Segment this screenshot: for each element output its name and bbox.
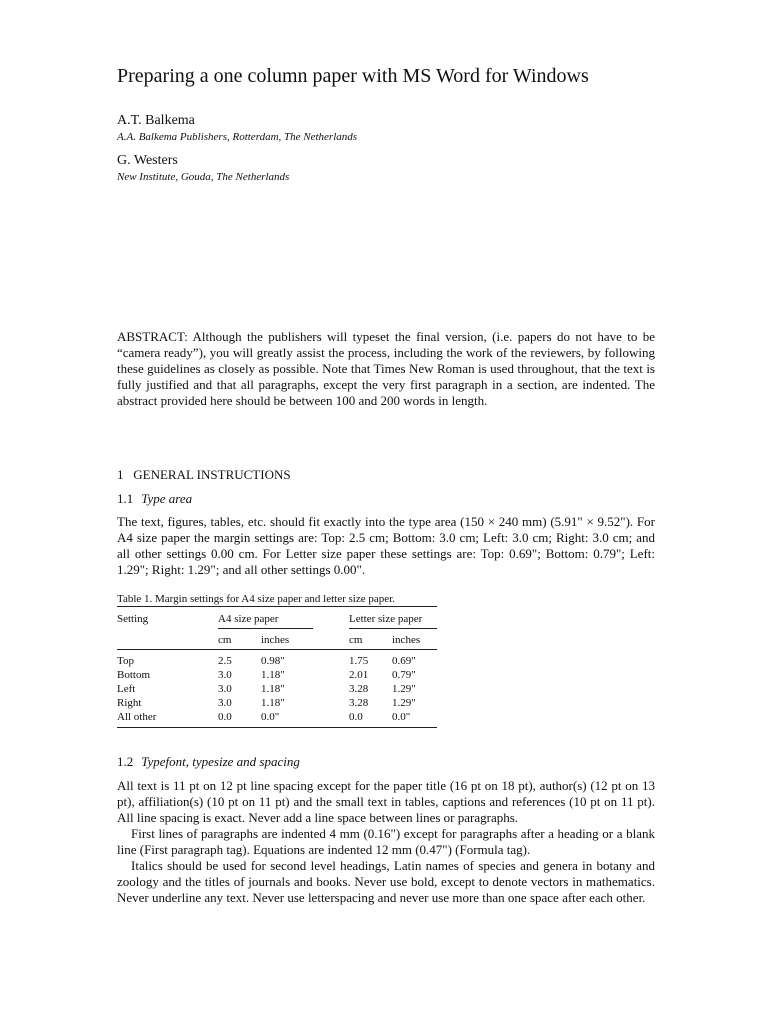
subsection-number: 1.1 bbox=[117, 491, 134, 506]
header-letter: Letter size paper bbox=[349, 613, 423, 625]
table-top-rule bbox=[117, 606, 437, 607]
table-caption: Table 1. Margin settings for A4 size paper and letter size paper. bbox=[117, 593, 395, 605]
letter-group-rule bbox=[349, 628, 437, 629]
table-cell: Bottom bbox=[117, 669, 151, 681]
table-cell: 0.0 bbox=[218, 711, 232, 723]
table-bottom-rule bbox=[117, 727, 437, 728]
section-heading bbox=[117, 467, 291, 483]
table-mid-rule bbox=[117, 649, 437, 650]
subsection-number: 1.2 bbox=[117, 754, 134, 769]
table-cell: 1.18" bbox=[261, 683, 285, 695]
table-cell: Right bbox=[117, 697, 142, 709]
author-affiliation-1: A.A. Balkema Publishers, Rotterdam, The Netherlands bbox=[117, 131, 358, 143]
table-cell: 1.18" bbox=[261, 697, 285, 709]
header-a4: A4 size paper bbox=[218, 613, 279, 625]
table-cell: 1.18" bbox=[261, 669, 285, 681]
table-cell: 0.69" bbox=[392, 655, 416, 667]
subheader-letter-inches: inches bbox=[392, 634, 421, 646]
table-cell: 0.98" bbox=[261, 655, 285, 667]
table-cell: 1.29" bbox=[392, 683, 416, 695]
table-cell: 2.5 bbox=[218, 655, 232, 667]
subheader-a4-inches: inches bbox=[261, 634, 290, 646]
type-area-paragraph bbox=[117, 514, 655, 578]
table-cell: 3.28 bbox=[349, 683, 369, 695]
paragraph: All text is 11 pt on 12 pt line spacing except for the paper title (16 pt on 18 pt), author(s) (12 pt on 13 pt), affiliation(s) (10 pt on 11 pt) and the small text in tables, captions and references (10 pt on 11 pt). All line spacing is exact. Never add a line space between lines or paragraphs. bbox=[117, 778, 655, 825]
author-affiliation-2: New Institute, Gouda, The Netherlands bbox=[117, 171, 290, 183]
subheader-a4-cm: cm bbox=[218, 634, 232, 646]
table-cell: 1.75 bbox=[349, 655, 369, 667]
typefont-paragraphs bbox=[117, 778, 655, 906]
subheader-letter-cm: cm bbox=[349, 634, 363, 646]
header-setting: Setting bbox=[117, 613, 149, 625]
table-cell: 3.28 bbox=[349, 697, 369, 709]
table-cell: 3.0 bbox=[218, 683, 232, 695]
table-cell: 0.0" bbox=[261, 711, 280, 723]
subsection-title: Typefont, typesize and spacing bbox=[141, 754, 300, 769]
table-cell: 3.0 bbox=[218, 669, 232, 681]
author-name-1: A.T. Balkema bbox=[117, 113, 195, 128]
subsection-heading-1-2 bbox=[117, 754, 300, 770]
table-cell: All other bbox=[117, 711, 157, 723]
table-cell: 0.0 bbox=[349, 711, 363, 723]
author-name-2: G. Westers bbox=[117, 153, 178, 168]
table-cell: 0.0" bbox=[392, 711, 411, 723]
table-cell: 1.29" bbox=[392, 697, 416, 709]
a4-group-rule bbox=[218, 628, 313, 629]
section-number: 1 bbox=[117, 467, 124, 482]
paragraph: First lines of paragraphs are indented 4 mm (0.16") except for paragraphs after a heading or a blank line (First paragraph tag). Equations are indented 12 mm (0.47") (Formula tag). bbox=[117, 826, 655, 857]
section-title: GENERAL INSTRUCTIONS bbox=[133, 467, 291, 482]
abstract: ABSTRACT: Although the publishers will typeset the final version, (i.e. papers do not have to be “camera ready”), you will greatly assist the process, including the work of the reviewers, by following these guidelines as closely as possible. Note that Times New Roman is used throughout, that the text is fully justified and that all paragraphs, except the very first paragraph in a section, are indented. The abstract provided here should be between 100 and 200 words in length. bbox=[117, 329, 655, 409]
table-cell: 0.79" bbox=[392, 669, 416, 681]
table-cell: 2.01 bbox=[349, 669, 369, 681]
paper-title: Preparing a one column paper with MS Word for Windows bbox=[117, 65, 589, 87]
table-cell: Top bbox=[117, 655, 134, 667]
paragraph: Italics should be used for second level headings, Latin names of species and genera in botany and zoology and the titles of journals and books. Never use bold, except to denote vectors in mathematics. Never underline any text. Never use letterspacing and never use more than one space after each other. bbox=[117, 858, 655, 905]
subsection-title: Type area bbox=[141, 491, 193, 506]
subsection-heading-1-1 bbox=[117, 491, 192, 507]
table-cell: 3.0 bbox=[218, 697, 232, 709]
paragraph: The text, figures, tables, etc. should fit exactly into the type area (150 × 240 mm) (5.91" × 9.52"). For A4 size paper the margin settings are: Top: 2.5 cm; Bottom: 3.0 cm; Left: 3.0 cm; Right: 3.0 cm; and all other settings 0.00 cm. For Letter size paper these settings are: Top: 0.69"; Bottom: 0.79"; Left: 1.29"; Right: 1.29"; and all other settings 0.00". bbox=[117, 514, 655, 577]
table-cell: Left bbox=[117, 683, 136, 695]
